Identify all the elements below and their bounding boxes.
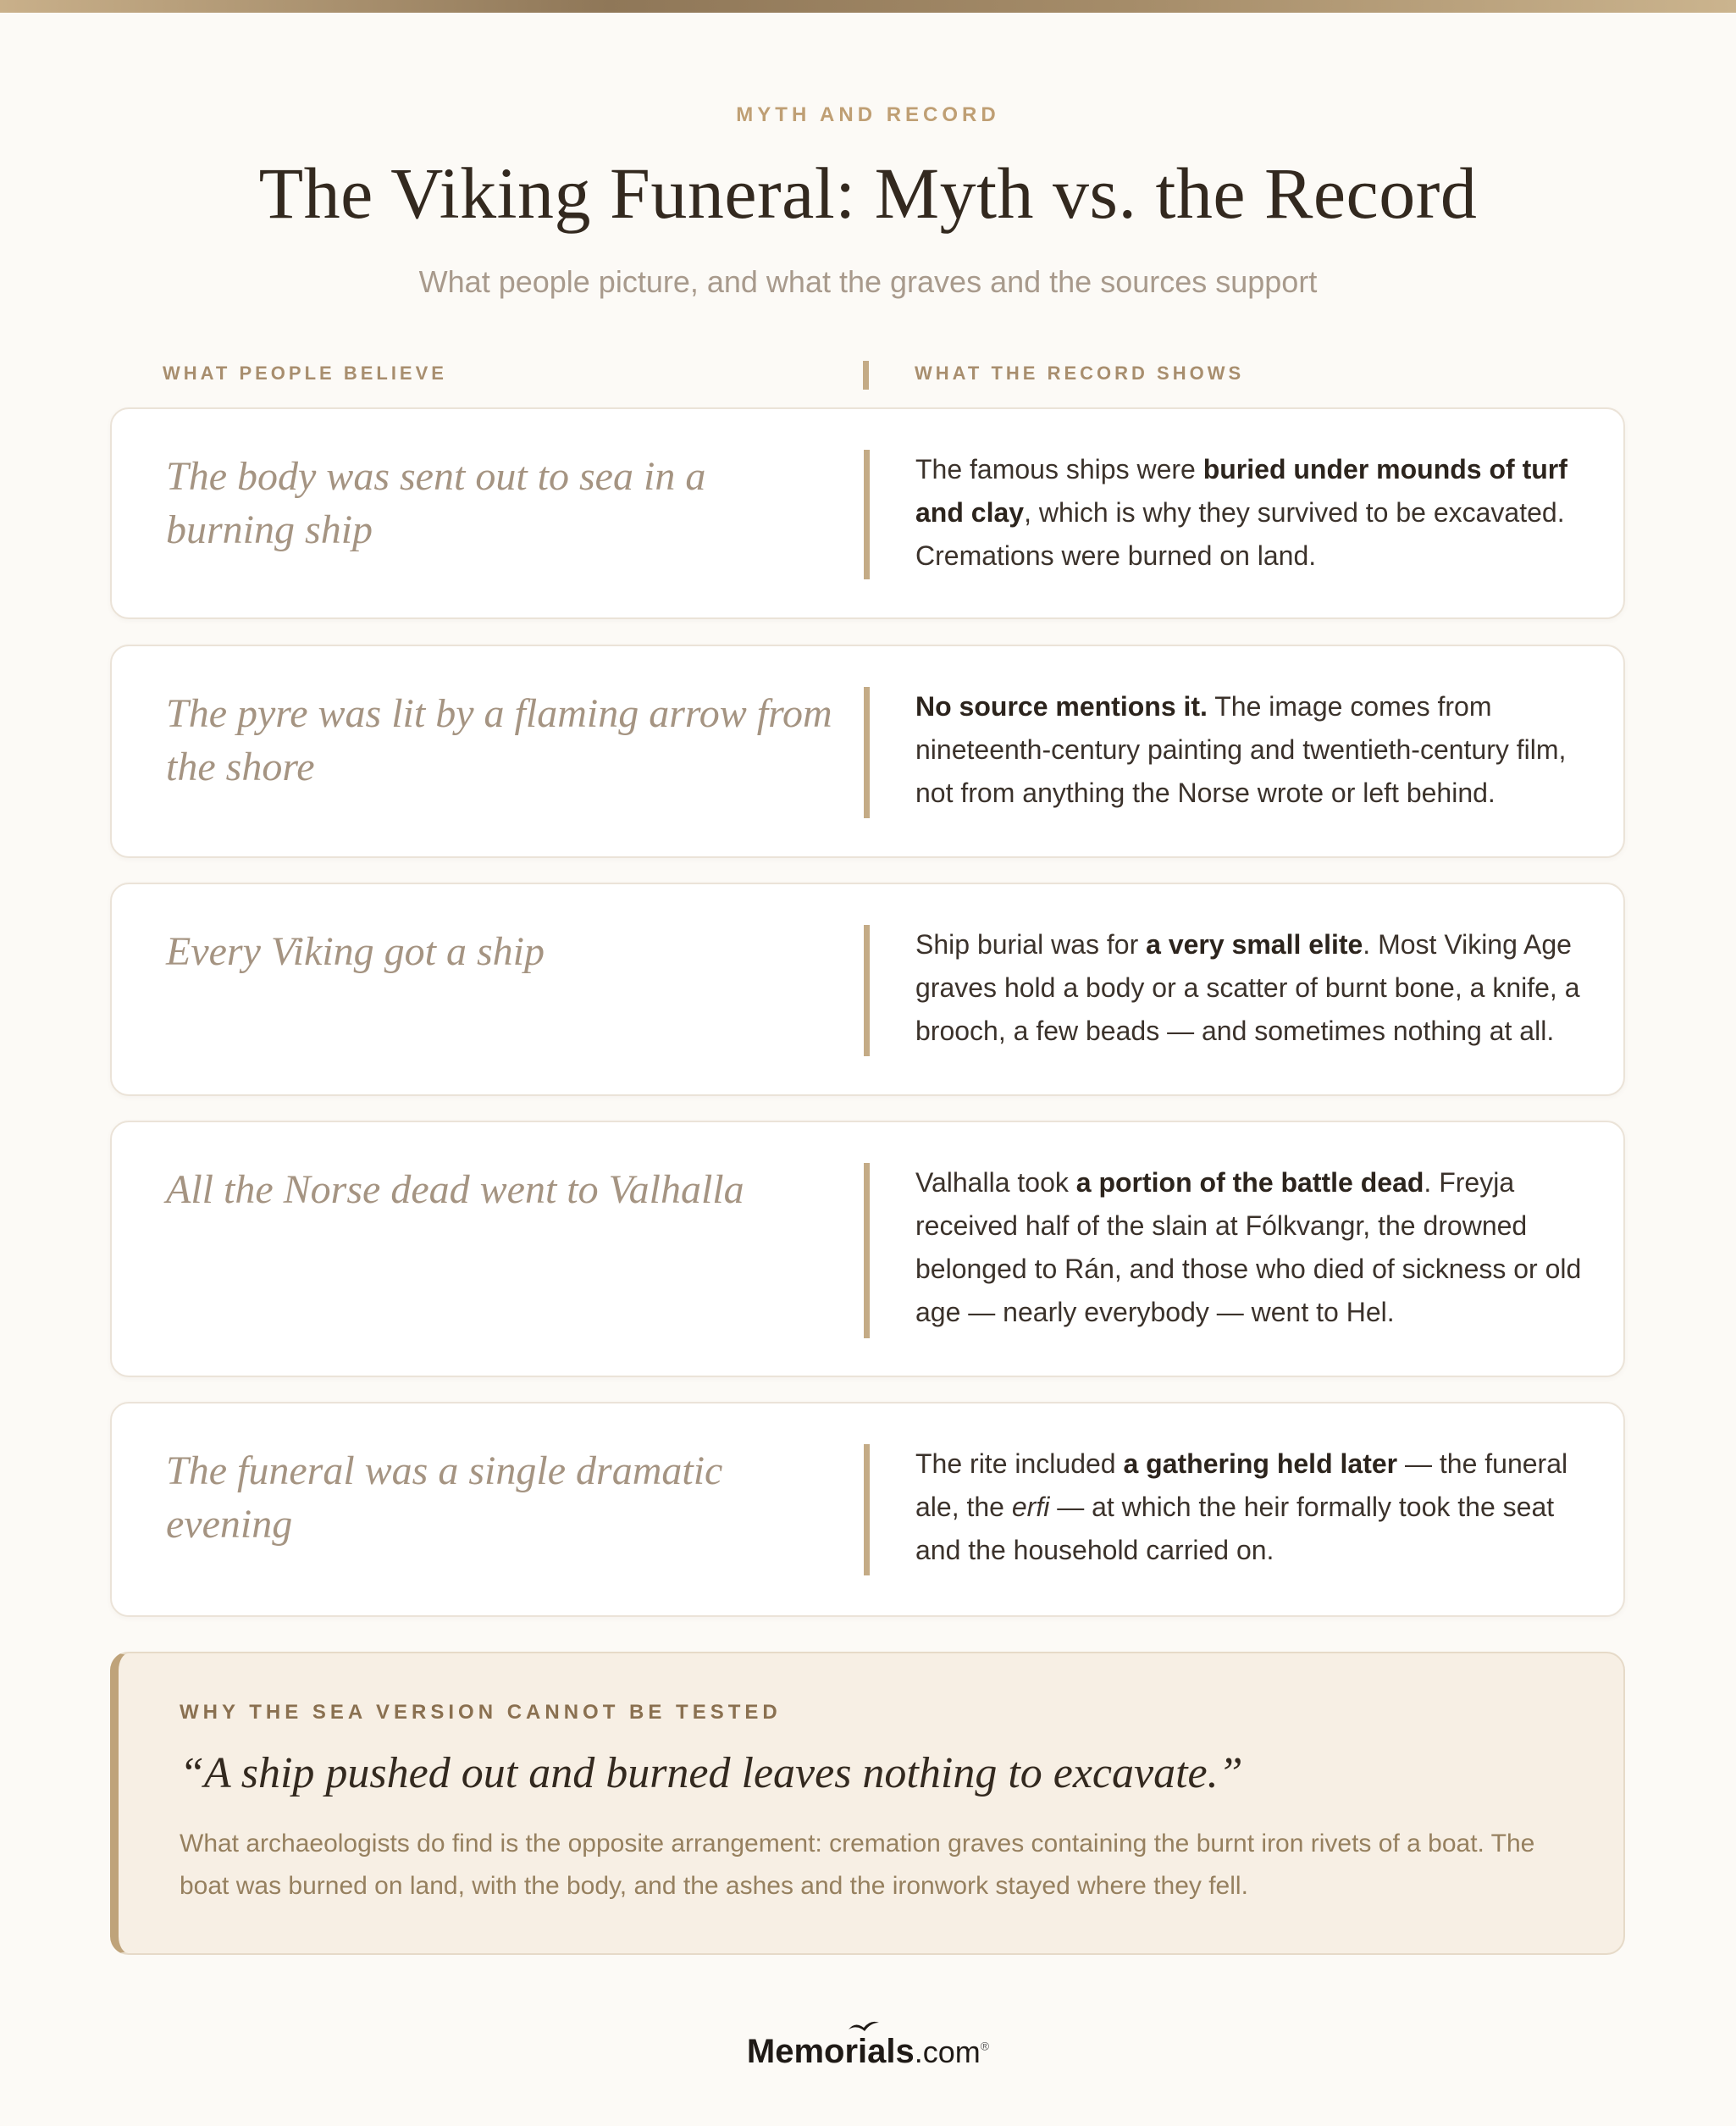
card-divider — [864, 1163, 870, 1338]
myth-text: The body was sent out to sea in a burning ship — [166, 454, 706, 552]
record-segment: The famous ships were — [915, 454, 1203, 484]
page-title: The Viking Funeral: Myth vs. the Record — [258, 152, 1478, 234]
myth-text: The funeral was a single dramatic evening — [166, 1448, 723, 1547]
column-divider-mark — [863, 361, 869, 390]
record-emphasis: a gathering held later — [1123, 1448, 1398, 1479]
record-emphasis: No source mentions it. — [915, 691, 1208, 722]
record-segment: — the funeral ale, the — [915, 1448, 1568, 1522]
callout-label: WHY THE SEA VERSION CANNOT BE TESTED — [180, 1701, 782, 1724]
comparison-card — [110, 1121, 1625, 1377]
logo-brand-text: Memorials — [746, 2033, 915, 2070]
comparison-card — [110, 407, 1625, 619]
logo-registered-mark: ® — [980, 2039, 990, 2053]
card-divider — [864, 1444, 870, 1575]
record-segment: Valhalla took — [915, 1167, 1076, 1198]
eyebrow-label: MYTH AND RECORD — [736, 103, 1000, 126]
callout-quote: “A ship pushed out and burned leaves nothing to excavate.” — [180, 1749, 1243, 1797]
card-divider — [864, 450, 870, 579]
top-accent-bar — [0, 0, 1736, 13]
myth-text: Every Viking got a ship — [166, 929, 545, 974]
record-text — [915, 448, 1593, 578]
record-text — [915, 1161, 1593, 1334]
logo-tld-text: .com — [914, 2035, 981, 2069]
brand-logo — [0, 2033, 1736, 2071]
record-segment: . Most Viking Age graves hold a body or a scatter of burnt bone, a knife, a brooch, a few beads — and sometimes nothing at all. — [915, 929, 1580, 1046]
record-segment: . Freyja received half of the slain at Fólkvangr, the drowned belonged to Rán, and those who died of sickness or old age — nearly everybody — went to Hel. — [915, 1167, 1582, 1327]
record-segment: Ship burial was for — [915, 929, 1147, 960]
record-emphasis: a very small elite — [1146, 929, 1363, 960]
card-divider — [864, 925, 870, 1056]
record-segment: , which is why they survived to be excavated. Cremations were burned on land. — [915, 497, 1565, 571]
record-text — [915, 1442, 1593, 1572]
callout-body: What archaeologists do find is the opposite arrangement: cremation graves containing the burnt iron rivets of a boat. The boat was burned on land, with the body, and the ashes and the ironwork stayed where they fell. — [180, 1830, 1535, 1900]
comparison-card — [110, 645, 1625, 858]
record-emphasis: buried under mounds of turf and clay — [915, 454, 1567, 528]
myth-text: The pyre was lit by a flaming arrow from the shore — [166, 691, 832, 789]
comparison-card — [110, 1402, 1625, 1617]
myth-text: All the Norse dead went to Valhalla — [166, 1167, 744, 1212]
record-segment: — at which the heir formally took the seat and the household carried on. — [915, 1492, 1555, 1565]
record-segment: The rite included — [915, 1448, 1124, 1479]
bird-icon — [847, 2018, 881, 2035]
column-heading-record: WHAT THE RECORD SHOWS — [915, 363, 1245, 384]
record-term: erfi — [1011, 1492, 1050, 1522]
record-segment: The image comes from nineteenth-century painting and twentieth-century film, not from anything the Norse wrote or left behind. — [915, 691, 1567, 808]
record-text — [915, 685, 1593, 815]
callout-box — [110, 1652, 1625, 1955]
logo-wordmark — [747, 2033, 915, 2070]
comparison-card — [110, 883, 1625, 1096]
column-heading-myth: WHAT PEOPLE BELIEVE — [163, 363, 447, 384]
card-divider — [864, 687, 870, 818]
record-text — [915, 923, 1593, 1053]
page-subtitle: What people picture, and what the graves and the sources support — [418, 264, 1318, 299]
record-emphasis: a portion of the battle dead — [1075, 1167, 1424, 1198]
